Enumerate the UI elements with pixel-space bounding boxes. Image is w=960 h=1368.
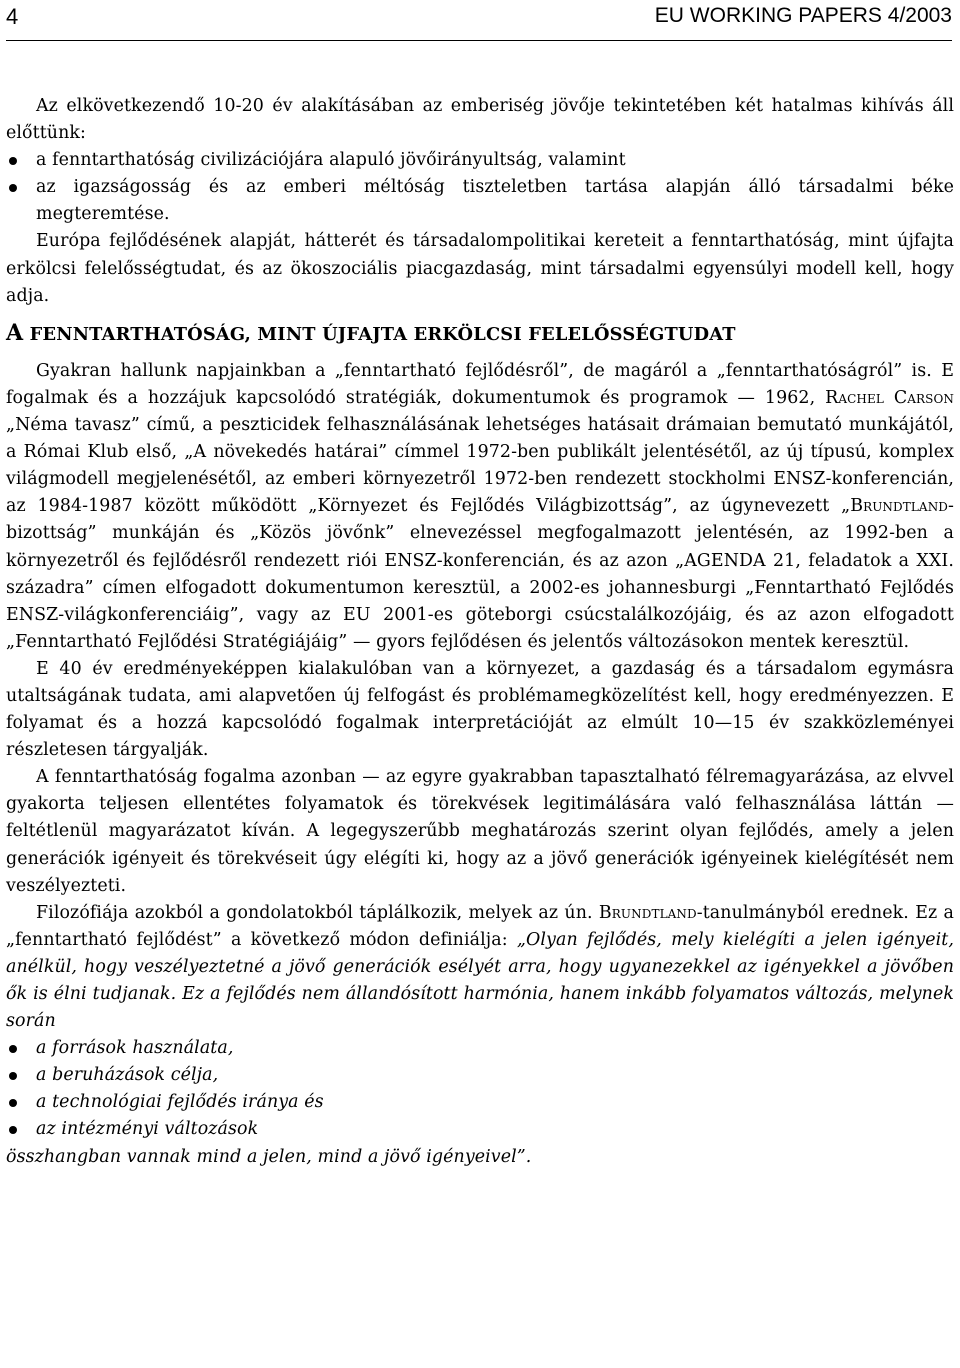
name-brundtland: Brundtland [850, 496, 949, 517]
section-paragraph-4-part: -tanulmányból erednek. Ez a „fenntartható fejlődést” a következő módon definiálja: [6, 902, 955, 950]
section-paragraph-1-part: -bizottság” munkáján és „Közös jövőnk” elnevezéssel megfogalmazott jelentésén, az 1992-ben a környezetről és fejlődésről rendezett riói ENSZ-konferencián, és az azon „AGENDA 21, feladatok a XXI. századra” címen elfogadott dokumentumon keresztül, a 2002-es johannesburgi „Fenntartható Fejlődés ENSZ-világkonferenciáig”, vagy az EU 2001-es göteborgi csúcstalálkozójáig, és az azon elfogadott „Fenntartható Fejlődési Stratégiájáig” — gyors fejlődésen és jelentős változásokon mentek keresztül. [6, 496, 954, 652]
definition-bullet-list [6, 1035, 954, 1143]
section-paragraph-2: E 40 év eredményeképpen kialakulóban van a környezet, a gazdaság és a társadalom egymásra utaltságának tudata, ami alapvetően új felfogást és problémamegközelítést kell, hogy eredményezzen. E folyamat és a hozzá kapcsolódó fogalmak interpretációját az elmúlt 10—15 év szakközleményei részletesen tárgyalják. [6, 658, 954, 761]
section-paragraph-3: A fenntarthatóság fogalma azonban — az egyre gyakrabban tapasztalható félremagyarázása, az elvvel gyakorta teljesen ellentétes folyamatok és törekvések legitimálására való felhasználása láttán — feltétlenül magyarázatot kíván. A legegyszerűbb meghatározás szerint olyan fejlődés, amely a jelen generációk igényeit és törekvéseit úgy elégíti ki, hogy az a jövő generációk igényeinek kielégítését nem veszélyezteti. [6, 767, 954, 896]
intro-bullet-list [6, 147, 954, 228]
name-brundtland: Brundtland [598, 902, 697, 923]
running-head: EU WORKING PAPERS 4/2003 [654, 4, 952, 27]
section-paragraph-4-part: Filozófiája azokból a gondolatokból táplálkozik, melyek az ún. [36, 902, 599, 923]
definition-bullet-item: a beruházások célja, [6, 1062, 954, 1089]
section-heading-initial: A [6, 319, 24, 346]
section-paragraph-1 [6, 358, 954, 656]
definition-closing [6, 1144, 954, 1171]
definition-bullet-item: a források használata, [6, 1035, 954, 1062]
definition-bullet-item: az intézményi változások [6, 1116, 954, 1143]
intro-bullet-item: az igazságosság és az emberi méltóság tiszteletben tartása alapján álló társadalmi béke megteremtése. [6, 174, 954, 228]
definition-bullet-item: a technológiai fejlődés iránya és [6, 1089, 954, 1116]
definition-quote: „Olyan fejlődés, mely kielégíti a jelen igényeit, anélkül, hogy veszélyeztetné a jövő generációk esélyét arra, hogy ugyanezekkel az igényekkel a jövőben ők is élni tudjanak. Ez a fejlődés nem állandósított harmónia, hanem inkább folyamatos változás, melynek során [6, 929, 954, 1032]
author-name-carson: Rachel Carson [825, 387, 954, 408]
section-heading-text: FENNTARTHATÓSÁG, MINT ÚJFAJTA ERKÖLCSI FELELŐSSÉGTUDAT [29, 323, 736, 345]
body-text [6, 93, 954, 1171]
page-header [6, 0, 952, 41]
definition-closing-text: összhangban vannak mind a jelen, mind a jövő igényeivel”. [6, 1146, 532, 1167]
intro-paragraph-2: Európa fejlődésének alapját, hátterét és társadalompolitikai kereteit a fenntarthatóság, mint újfajta erkölcsi felelősségtudat, és az ökoszociális piacgazdaság, mint társadalmi egyensúlyi modell kell, hogy adja. [6, 231, 954, 306]
section-paragraph-4 [6, 900, 954, 1035]
page-number: 4 [6, 4, 19, 29]
section-heading [6, 320, 954, 348]
section-paragraph-1-part: Gyakran hallunk napjainkban a „fenntartható fejlődésről”, de magáról a „fenntarthatóságról” is. E fogalmak és a hozzájuk kapcsolódó stratégiák, dokumentumok és programok — 1962, [6, 360, 954, 408]
intro-bullet-item: a fenntarthatóság civilizációjára alapuló jövőirányultság, valamint [6, 147, 954, 174]
intro-paragraph-1: Az elkövetkezendő 10-20 év alakításában az emberiség jövője tekintetében két hatalmas kihívás áll előttünk: [6, 96, 954, 144]
section-paragraph-1-part: „Néma tavasz” című, a peszticidek felhasználásának lehetséges hatásait drámaian bemutató munkájától, a Római Klub első, „A növekedés határai” címmel 1972-ben publikált jelentésétől, az új típusú, komplex világmodell megjelenésétől, az emberi környezetről 1972-ben rendezett stockholmi ENSZ-konferencián, az 1984-1987 között működött „Környezet és Fejlődés Világbizottság”, az úgynevezett „ [6, 415, 954, 517]
